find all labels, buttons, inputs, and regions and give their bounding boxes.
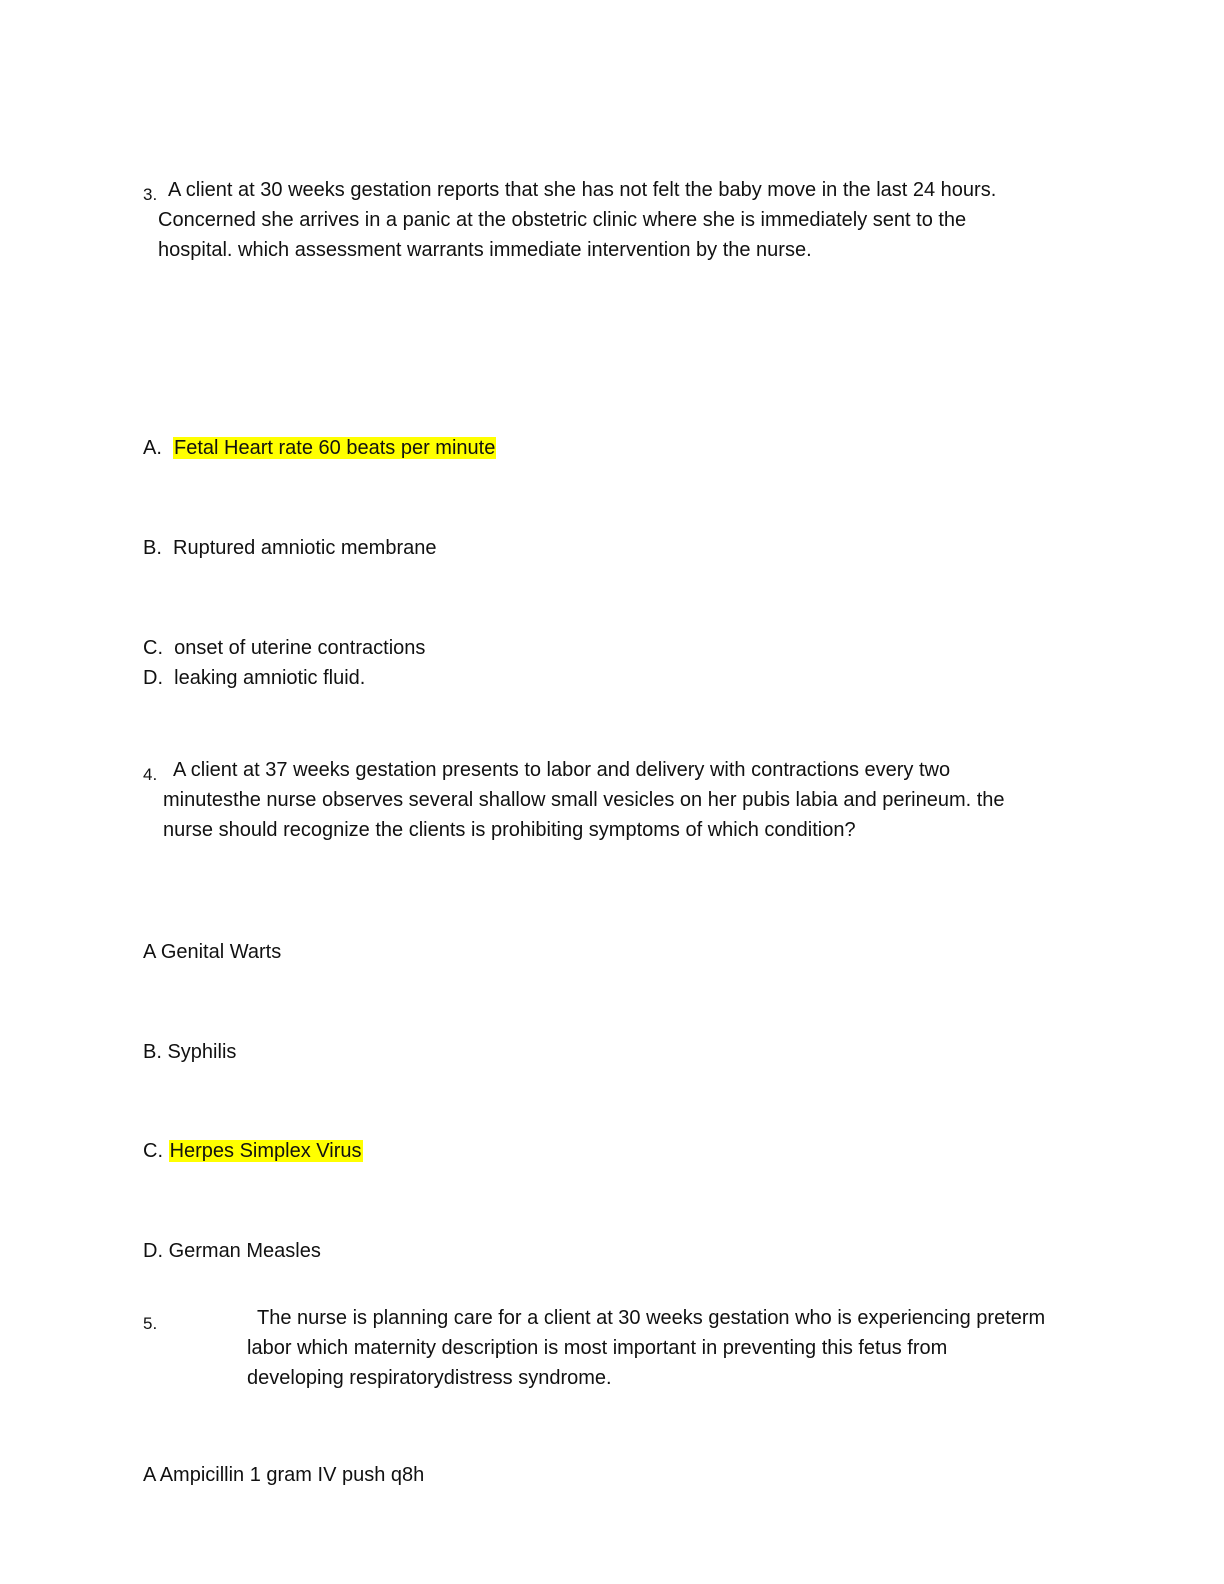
question-4-option-b xyxy=(143,1038,236,1066)
question-number: 3. xyxy=(143,185,158,204)
option-letter: C. xyxy=(143,1140,163,1162)
option-letter: C. xyxy=(143,637,163,659)
option-text: Ruptured amniotic membrane xyxy=(173,537,437,559)
question-text: A client at 30 weeks gestation reports that she has not felt the baby move in the last 24 hours. Concerned she arrives in a panic at the obstetric clinic where she is immediately sent to the hospital. which assessment warrants immediate intervention by the nurse. xyxy=(158,179,997,261)
option-text: German Measles xyxy=(168,1240,321,1262)
question-3-option-d xyxy=(143,664,365,692)
option-letter: A xyxy=(143,941,156,963)
question-3-option-a xyxy=(143,434,496,462)
question-text: A client at 37 weeks gestation presents to labor and delivery with contractions every two minutesthe nurse observes several shallow small vesicles on her pubis labia and perineum. the nurse should recognize the clients is prohibiting symptoms of which condition? xyxy=(163,759,1005,841)
question-text: The nurse is planning care for a client at 30 weeks gestation who is experiencing preterm labor which maternity description is most important in preventing this fetus from developing respiratorydistress syndrome. xyxy=(247,1307,1046,1389)
option-letter: A. xyxy=(143,437,162,459)
option-letter: B. xyxy=(143,1041,162,1063)
question-4-option-c xyxy=(143,1137,363,1165)
option-text: leaking amniotic fluid. xyxy=(174,667,366,689)
option-text: Syphilis xyxy=(167,1041,237,1063)
question-4-option-d xyxy=(143,1237,321,1265)
question-4-option-a xyxy=(143,938,281,966)
option-text-highlighted: Fetal Heart rate 60 beats per minute xyxy=(174,437,496,459)
option-text: Genital Warts xyxy=(160,941,282,963)
option-text: onset of uterine contractions xyxy=(174,637,426,659)
option-letter: A xyxy=(143,1464,156,1486)
option-letter: B. xyxy=(143,537,162,559)
option-text: Ampicillin 1 gram IV push q8h xyxy=(159,1464,425,1486)
question-3-option-b xyxy=(143,534,437,562)
question-5-option-a xyxy=(143,1461,424,1489)
question-3-option-c xyxy=(143,634,425,662)
question-number: 4. xyxy=(143,765,158,784)
option-letter: D. xyxy=(143,667,163,689)
option-letter: D. xyxy=(143,1240,163,1262)
question-number: 5. xyxy=(143,1314,158,1333)
option-text-highlighted: Herpes Simplex Virus xyxy=(169,1140,362,1162)
